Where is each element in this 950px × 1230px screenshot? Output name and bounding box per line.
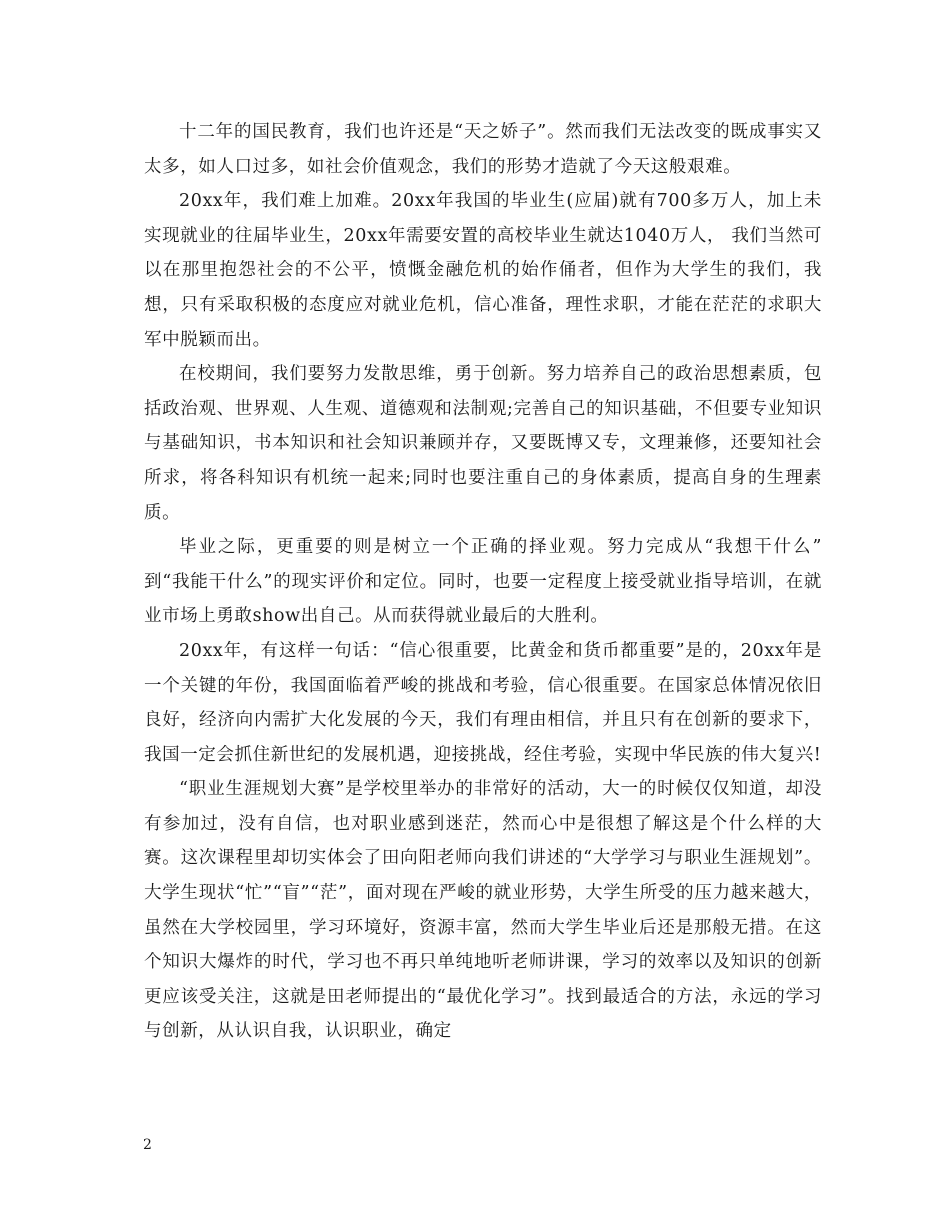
paragraph: 十二年的国民教育，我们也许还是“天之娇子”。然而我们无法改变的既成事实又太多，如人口过多，如社会价值观念，我们的形势才造就了今天这般艰难。 xyxy=(144,122,822,177)
paragraph: 在校期间，我们要努力发散思维，勇于创新。努力培养自己的政治思想素质，包括政治观、世界观、人生观、道德观和法制观;完善自己的知识基础，不但要专业知识与基础知识，书本知识和社会知识兼顾并存，又要既博又专，文理兼修，还要知社会所求，将各科知识有机统一起来;同时也要注重自己的身体素质，提高自身的生理素质。 xyxy=(144,364,822,523)
paragraph: 毕业之际，更重要的则是树立一个正确的择业观。努力完成从“我想干什么” 到“我能干什么”的现实评价和定位。同时，也要一定程度上接受就业指导培训，在就业市场上勇敢show出自己。从而获得就业最后的大胜利。 xyxy=(144,537,822,627)
paragraph: 20xx年，我们难上加难。20xx年我国的毕业生(应届)就有700多万人，加上未实现就业的往届毕业生，20xx年需要安置的高校毕业生就达1040万人， 我们当然可以在那里抱怨社会的不公平，愤慨金融危机的始作俑者，但作为大学生的我们，我想，只有采取积极的态度应对就业危机，信心准备，理性求职，才能在茫茫的求职大军中脱颖而出。 xyxy=(144,191,822,350)
paragraph: “职业生涯规划大赛”是学校里举办的非常好的活动，大一的时候仅仅知道，却没有参加过，没有自信，也对职业感到迷茫，然而心中是很想了解这是个什么样的大赛。这次课程里却切实体会了田向阳老师向我们讲述的“大学学习与职业生涯规划”。大学生现状“忙”“盲”“茫”，面对现在严峻的就业形势，大学生所受的压力越来越大，虽然在大学校园里，学习环境好，资源丰富，然而大学生毕业后还是那般无措。在这个知识大爆炸的时代，学习也不再只单纯地听老师讲课，学习的效率以及知识的创新更应该受关注，这就是田老师提出的“最优化学习”。找到最适合的方法，永远的学习与创新，从认识自我，认识职业，确定 xyxy=(144,779,822,1042)
document-body xyxy=(144,115,822,1049)
page-number: 2 xyxy=(143,1137,152,1153)
paragraph: 20xx年，有这样一句话：“信心很重要，比黄金和货币都重要”是的，20xx年是一个关键的年份，我国面临着严峻的挑战和考验，信心很重要。在国家总体情况依旧良好，经济向内需扩大化发展的今天，我们有理由相信，并且只有在创新的要求下，我国一定会抓住新世纪的发展机遇，迎接挑战，经住考验，实现中华民族的伟大复兴! xyxy=(144,640,822,765)
